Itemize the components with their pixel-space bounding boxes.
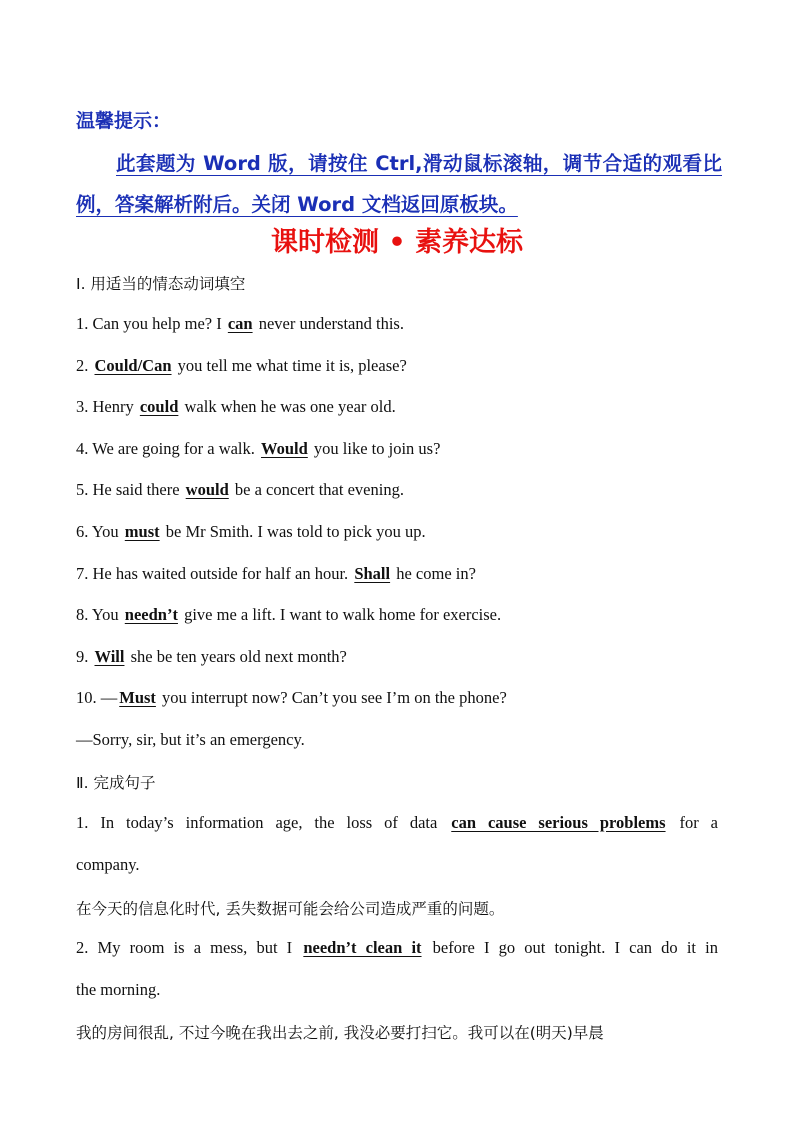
answer: Shall xyxy=(354,564,391,583)
answer: can cause serious problems xyxy=(451,813,666,832)
list-item: 5. He said there would be a concert that evening. xyxy=(76,480,404,499)
list-item: 4. We are going for a walk. Would you like to join us? xyxy=(76,439,441,458)
answer: Could/Can xyxy=(94,356,172,375)
list-item: 1. Can you help me? I can never understand this. xyxy=(76,314,404,333)
continuation-line: company. xyxy=(76,855,140,874)
reply-line: —Sorry, sir, but it’s an emergency. xyxy=(76,730,305,749)
list-item: 2. Could/Can you tell me what time it is, please? xyxy=(76,356,407,375)
list-item: 2. My room is a mess, but I needn’t clean it before I go out tonight. I can do it in xyxy=(76,938,718,957)
list-item: 8. You needn’t give me a lift. I want to walk home for exercise. xyxy=(76,605,502,624)
section1-heading: Ⅰ. 用适当的情态动词填空 xyxy=(76,275,246,293)
list-item: 6. You must be Mr Smith. I was told to pick you up. xyxy=(76,522,426,541)
answer: must xyxy=(124,522,160,541)
section2-heading: Ⅱ. 完成句子 xyxy=(76,774,156,792)
tip-title: 温馨提示： xyxy=(76,110,172,132)
translation: 我的房间很乱, 不过今晚在我出去之前, 我没必要打扫它。我可以在(明天)早晨 xyxy=(76,1024,604,1042)
translation: 在今天的信息化时代, 丢失数据可能会给公司造成严重的问题。 xyxy=(76,900,505,918)
list-item: 7. He has waited outside for half an hour. Shall he come in? xyxy=(76,564,476,583)
page-title: 课时检测 • 素养达标 xyxy=(270,227,524,258)
answer: can xyxy=(227,314,253,333)
tip-body xyxy=(76,143,722,225)
answer: would xyxy=(185,480,229,499)
list-item: 1. In today’s information age, the loss of data can cause serious problems for a xyxy=(76,813,718,832)
list-item: 9. Will she be ten years old next month? xyxy=(76,647,347,666)
list-item: 10. — Must you interrupt now? Can’t you see I’m on the phone? xyxy=(76,688,507,707)
answer: needn’t clean it xyxy=(303,938,422,957)
answer: Must xyxy=(119,688,156,707)
continuation-line: the morning. xyxy=(76,980,161,999)
answer: could xyxy=(139,397,179,416)
answer: Will xyxy=(94,647,125,666)
answer: needn’t xyxy=(124,605,178,624)
answer: Would xyxy=(261,439,308,458)
tip-body-text: 此套题为 Word 版，请按住 Ctrl,滑动鼠标滚轴，调节合适的观看比例，答案解析附后。关闭 Word 文档返回原板块。 xyxy=(76,152,722,216)
list-item: 3. Henry could walk when he was one year old. xyxy=(76,397,396,416)
